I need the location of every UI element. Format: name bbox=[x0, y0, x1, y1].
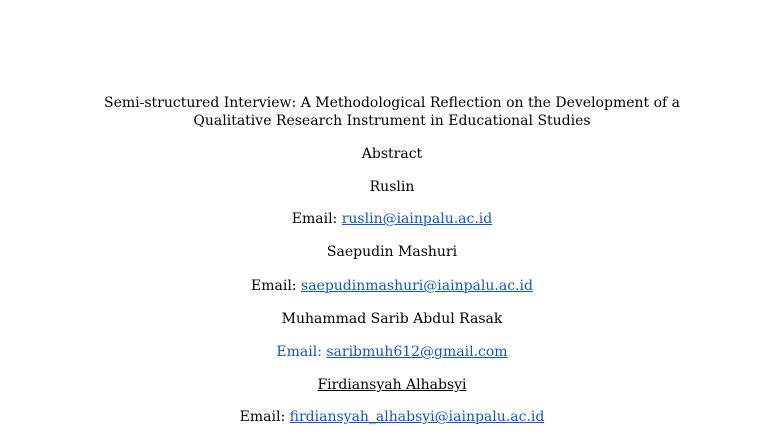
email-link-4[interactable]: firdiansyah_alhabsyi@iainpalu.ac.id bbox=[289, 409, 545, 425]
author-email-row-2 bbox=[0, 277, 784, 295]
email-link-3[interactable]: saribmuh612@gmail.com bbox=[326, 344, 508, 360]
author-name-4 bbox=[0, 376, 784, 394]
paper-title-line-1: Semi-structured Interview: A Methodological Reflection on the Development of a bbox=[103, 95, 681, 111]
author-name-1: Ruslin bbox=[369, 179, 415, 195]
email-label: Email: bbox=[251, 278, 297, 294]
author-name-3: Muhammad Sarib Abdul Rasak bbox=[281, 311, 503, 327]
email-label: Email: bbox=[291, 211, 338, 227]
author-name-2: Saepudin Mashuri bbox=[326, 244, 458, 260]
abstract-heading: Abstract bbox=[361, 146, 423, 162]
author-email-row-3 bbox=[0, 343, 784, 361]
email-link-2[interactable]: saepudinmashuri@iainpalu.ac.id bbox=[301, 278, 533, 294]
paper-title-line-2: Qualitative Research Instrument in Educational Studies bbox=[193, 113, 591, 129]
email-link-1[interactable]: ruslin@iainpalu.ac.id bbox=[341, 211, 493, 227]
email-label: Email: bbox=[239, 409, 286, 425]
author-email-row-4 bbox=[0, 408, 784, 426]
email-label: Email: bbox=[276, 344, 322, 360]
author-email-row-1 bbox=[0, 210, 784, 228]
author-name-4-text: Firdiansyah Alhabsyi bbox=[317, 377, 467, 393]
